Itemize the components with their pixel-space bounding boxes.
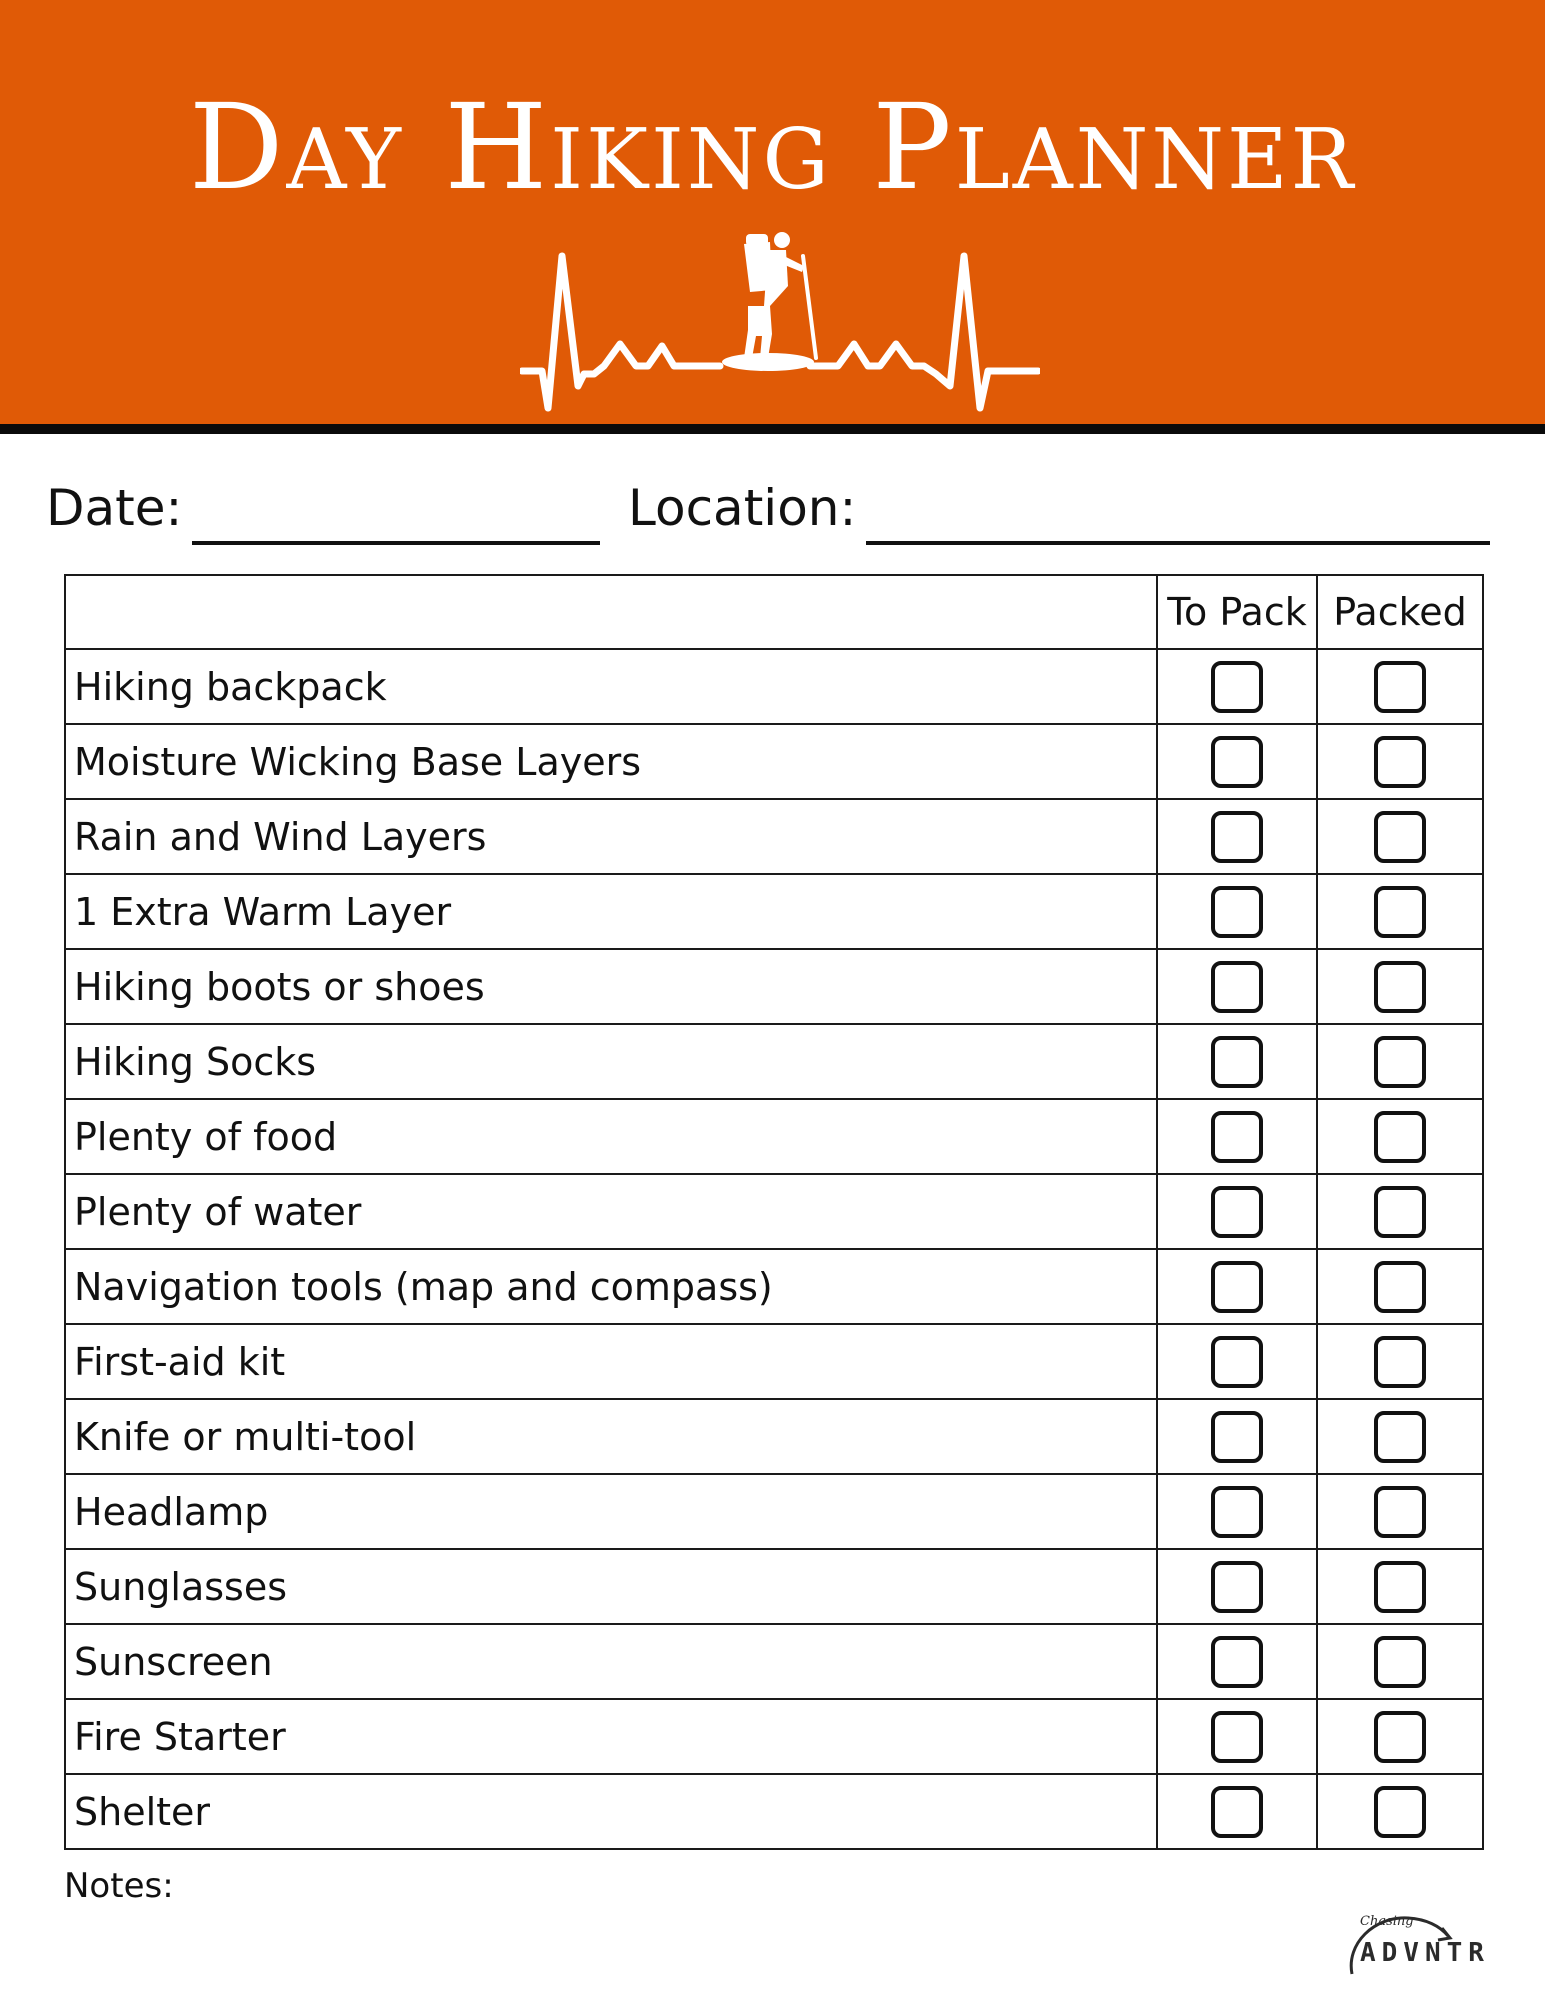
table-row: [65, 1474, 1483, 1549]
header-cell-to-pack: To Pack: [1157, 575, 1317, 649]
brand-logo: [1340, 1908, 1500, 1978]
packed-cell: [1317, 1774, 1483, 1849]
table-row: [65, 1024, 1483, 1099]
packed-cell: [1317, 1624, 1483, 1699]
header-banner: [0, 0, 1545, 424]
item-name: Headlamp: [65, 1474, 1157, 1549]
to-pack-cell: [1157, 1774, 1317, 1849]
table-row: [65, 1324, 1483, 1399]
notes-label: Notes:: [64, 1866, 174, 1906]
date-field[interactable]: [192, 541, 600, 545]
table-row: [65, 649, 1483, 724]
to-pack-cell: [1157, 1624, 1317, 1699]
packed-checkbox[interactable]: [1374, 736, 1426, 788]
packed-checkbox[interactable]: [1374, 1411, 1426, 1463]
to-pack-cell: [1157, 1549, 1317, 1624]
packed-checkbox[interactable]: [1374, 1261, 1426, 1313]
to-pack-checkbox[interactable]: [1211, 886, 1263, 938]
to-pack-cell: [1157, 1699, 1317, 1774]
packed-cell: [1317, 1324, 1483, 1399]
item-name: Plenty of water: [65, 1174, 1157, 1249]
item-name: 1 Extra Warm Layer: [65, 874, 1157, 949]
packed-checkbox[interactable]: [1374, 961, 1426, 1013]
table-row: [65, 949, 1483, 1024]
item-name: Fire Starter: [65, 1699, 1157, 1774]
to-pack-checkbox[interactable]: [1211, 1036, 1263, 1088]
packed-checkbox[interactable]: [1374, 886, 1426, 938]
packed-cell: [1317, 1174, 1483, 1249]
item-name: Shelter: [65, 1774, 1157, 1849]
to-pack-checkbox[interactable]: [1211, 1786, 1263, 1838]
to-pack-cell: [1157, 1024, 1317, 1099]
to-pack-checkbox[interactable]: [1211, 1411, 1263, 1463]
packed-cell: [1317, 1099, 1483, 1174]
item-name: Hiking Socks: [65, 1024, 1157, 1099]
item-name: First-aid kit: [65, 1324, 1157, 1399]
item-name: Rain and Wind Layers: [65, 799, 1157, 874]
item-name: Navigation tools (map and compass): [65, 1249, 1157, 1324]
table-header-row: [65, 575, 1483, 649]
to-pack-cell: [1157, 1249, 1317, 1324]
to-pack-cell: [1157, 1474, 1317, 1549]
to-pack-cell: [1157, 649, 1317, 724]
location-label: Location:: [628, 479, 857, 537]
to-pack-checkbox[interactable]: [1211, 1111, 1263, 1163]
packed-checkbox[interactable]: [1374, 1486, 1426, 1538]
table-row: [65, 1624, 1483, 1699]
packed-cell: [1317, 1474, 1483, 1549]
to-pack-cell: [1157, 1324, 1317, 1399]
packed-checkbox[interactable]: [1374, 661, 1426, 713]
table-row: [65, 1699, 1483, 1774]
to-pack-checkbox[interactable]: [1211, 1186, 1263, 1238]
header-cell-packed: Packed: [1317, 575, 1483, 649]
location-field[interactable]: [866, 541, 1490, 545]
item-name: Hiking backpack: [65, 649, 1157, 724]
to-pack-checkbox[interactable]: [1211, 1561, 1263, 1613]
to-pack-cell: [1157, 874, 1317, 949]
packed-checkbox[interactable]: [1374, 1186, 1426, 1238]
to-pack-checkbox[interactable]: [1211, 736, 1263, 788]
packed-cell: [1317, 1699, 1483, 1774]
item-name: Knife or multi-tool: [65, 1399, 1157, 1474]
item-name: Plenty of food: [65, 1099, 1157, 1174]
packed-checkbox[interactable]: [1374, 1111, 1426, 1163]
packed-checkbox[interactable]: [1374, 1786, 1426, 1838]
packed-checkbox[interactable]: [1374, 1036, 1426, 1088]
item-name: Moisture Wicking Base Layers: [65, 724, 1157, 799]
table-row: [65, 1549, 1483, 1624]
to-pack-cell: [1157, 724, 1317, 799]
to-pack-checkbox[interactable]: [1211, 1261, 1263, 1313]
brand-name: ADVNTR: [1360, 1938, 1490, 1968]
to-pack-cell: [1157, 1174, 1317, 1249]
packed-checkbox[interactable]: [1374, 811, 1426, 863]
to-pack-checkbox[interactable]: [1211, 1636, 1263, 1688]
to-pack-cell: [1157, 1099, 1317, 1174]
to-pack-checkbox[interactable]: [1211, 961, 1263, 1013]
packed-checkbox[interactable]: [1374, 1711, 1426, 1763]
packed-cell: [1317, 649, 1483, 724]
to-pack-checkbox[interactable]: [1211, 811, 1263, 863]
item-name: Hiking boots or shoes: [65, 949, 1157, 1024]
table-row: [65, 1174, 1483, 1249]
brand-tagline: Chasing: [1360, 1914, 1414, 1929]
packed-cell: [1317, 874, 1483, 949]
to-pack-checkbox[interactable]: [1211, 661, 1263, 713]
table-row: [65, 874, 1483, 949]
item-name: Sunscreen: [65, 1624, 1157, 1699]
table-row: [65, 1399, 1483, 1474]
table-row: [65, 799, 1483, 874]
table-row: [65, 1099, 1483, 1174]
to-pack-cell: [1157, 799, 1317, 874]
header-divider: [0, 424, 1545, 434]
packed-cell: [1317, 1249, 1483, 1324]
to-pack-cell: [1157, 1399, 1317, 1474]
packed-cell: [1317, 1549, 1483, 1624]
hiker-heartbeat-icon: [520, 226, 1040, 416]
packing-checklist-table: [64, 574, 1484, 1850]
packed-cell: [1317, 1024, 1483, 1099]
header-cell-item: [65, 575, 1157, 649]
packed-checkbox[interactable]: [1374, 1336, 1426, 1388]
packed-cell: [1317, 1399, 1483, 1474]
table-row: [65, 724, 1483, 799]
to-pack-checkbox[interactable]: [1211, 1336, 1263, 1388]
page-title: Day Hiking Planner: [188, 78, 1357, 216]
packed-cell: [1317, 724, 1483, 799]
packed-checkbox[interactable]: [1374, 1636, 1426, 1688]
date-label: Date:: [46, 479, 183, 537]
table-row: [65, 1774, 1483, 1849]
to-pack-cell: [1157, 949, 1317, 1024]
item-name: Sunglasses: [65, 1549, 1157, 1624]
packed-cell: [1317, 799, 1483, 874]
to-pack-checkbox[interactable]: [1211, 1486, 1263, 1538]
to-pack-checkbox[interactable]: [1211, 1711, 1263, 1763]
table-row: [65, 1249, 1483, 1324]
packed-checkbox[interactable]: [1374, 1561, 1426, 1613]
packed-cell: [1317, 949, 1483, 1024]
